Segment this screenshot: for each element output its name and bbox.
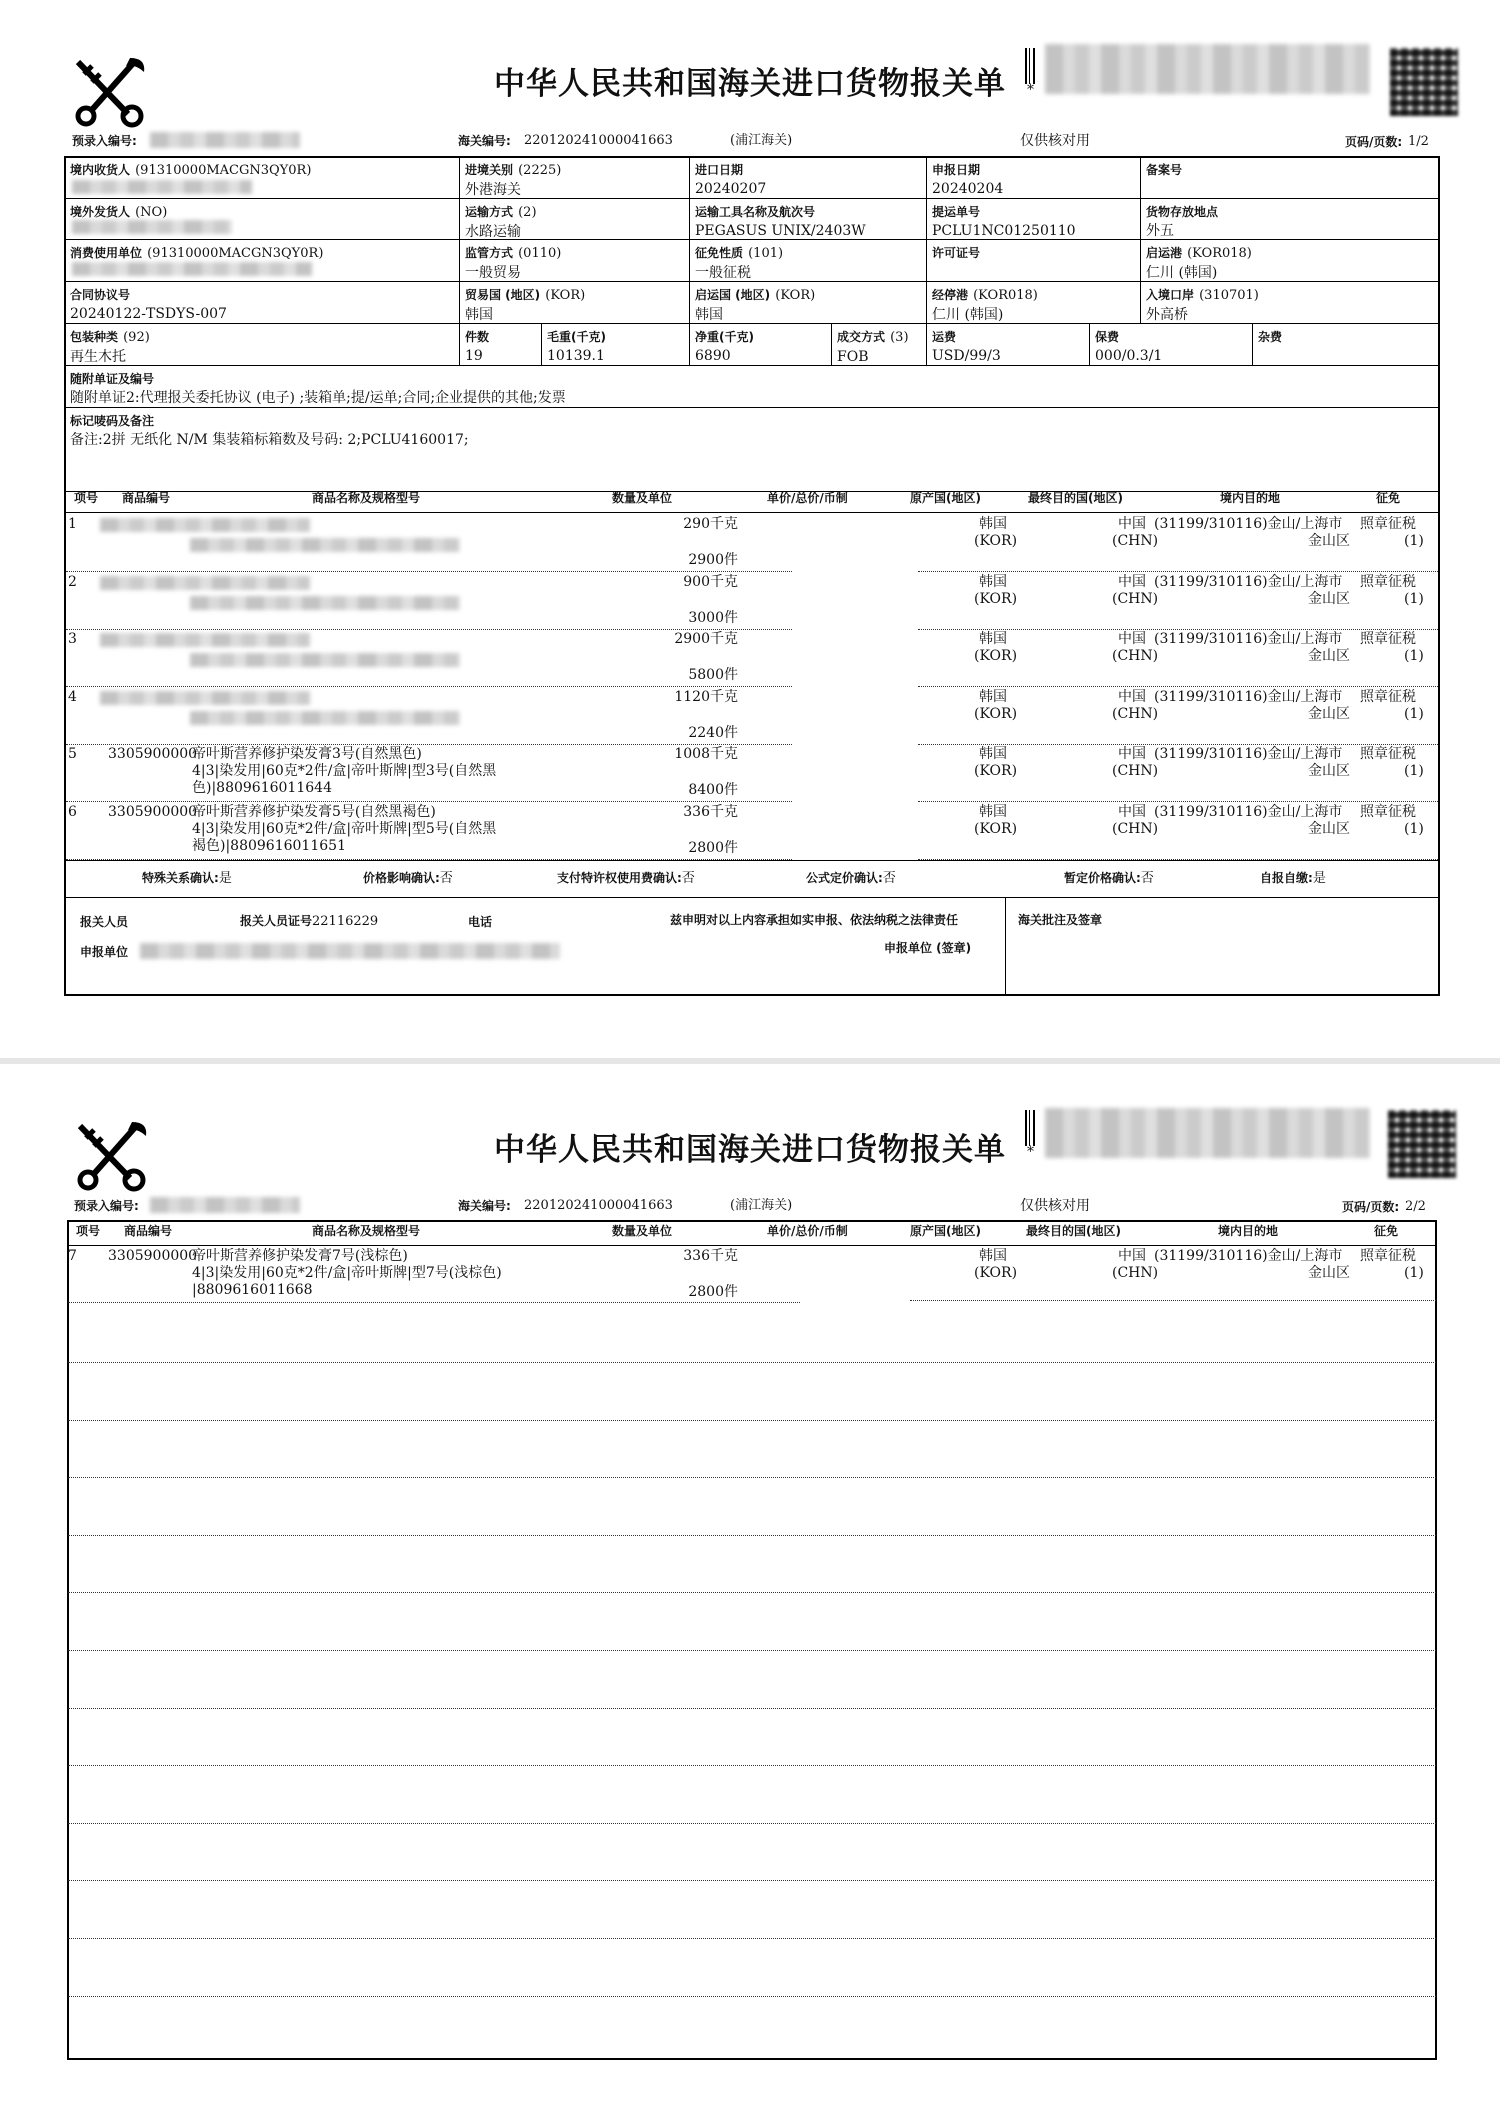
item-origin-code: (KOR) — [974, 591, 1018, 607]
col-quantity: 数量及单位 — [612, 491, 673, 505]
col-goods-name: 商品名称及规格型号 — [312, 1224, 421, 1238]
redacted-consignee — [72, 180, 252, 194]
blank-row-line — [68, 1765, 1436, 1766]
blank-row-line — [68, 1477, 1436, 1478]
attached-docs-cell: 随附单证及编号 随附单证2:代理报关委托协议 (电子) ;装箱单;提/运单;合同;企业提供的其他;发票 — [65, 366, 1438, 408]
redacted-item-spec — [190, 596, 460, 610]
item-separator — [66, 629, 792, 630]
marks-cell: 标记唛码及备注 备注:2拼 无纸化 N/M 集装箱标箱数及号码: 2;PCLU4160017; — [65, 408, 1438, 492]
blank-row-line — [68, 1996, 1436, 1997]
item-spec: 4|3|染发用|60克*2件/盒|帝叶斯牌|型5号(自然黑 — [192, 821, 497, 837]
blank-row-line — [68, 1823, 1436, 1824]
vessel-cell: 运输工具名称及航次号 PEGASUS UNIX/2403W — [690, 199, 927, 240]
declarant-cert: 报关人员证号22116229 — [240, 914, 379, 929]
page-label: 页码/页数: — [1345, 135, 1403, 149]
declaration-page-2 — [0, 1064, 1500, 2104]
item-separator — [66, 744, 792, 745]
item-qty-weight: 900千克 — [683, 574, 738, 590]
col-goods-name: 商品名称及规格型号 — [312, 491, 421, 505]
col-unit-price: 单价/总价/币制 — [767, 1224, 848, 1238]
license-cell: 许可证号 — [927, 240, 1141, 282]
item-domestic: (31199/310116)金山/上海市 — [1154, 631, 1343, 647]
item-separator — [918, 744, 1438, 745]
item-dest-code: (CHN) — [1112, 1265, 1159, 1281]
item-no: 5 — [68, 746, 77, 762]
form-title: 中华人民共和国海关进口货物报关单 — [494, 1132, 1006, 1168]
item-dest-code: (CHN) — [1112, 591, 1159, 607]
item-domestic-district: 金山区 — [1308, 648, 1350, 664]
item-origin: 韩国 — [979, 516, 1007, 532]
item-qty-count: 2800件 — [688, 1284, 738, 1300]
redacted-barcode — [1045, 44, 1370, 94]
item-separator — [918, 686, 1438, 687]
item-no: 7 — [68, 1248, 77, 1264]
redacted-preentry-no — [150, 132, 300, 148]
item-levy-code: (1) — [1404, 821, 1424, 837]
item-no: 4 — [68, 689, 77, 705]
consumer-cell: 消费使用单位 (91310000MACGN3QY0R) — [65, 240, 460, 282]
item-separator — [918, 629, 1438, 630]
item-domestic-district: 金山区 — [1308, 1265, 1350, 1281]
customs-sign-label: 海关批注及签章 — [1018, 913, 1103, 927]
transport-mode-cell: 运输方式 (2) 水路运输 — [460, 199, 690, 240]
item-name: 帝叶斯营养修护染发膏7号(浅棕色) — [192, 1248, 408, 1264]
item-dest: 中国 — [1118, 516, 1146, 532]
item-levy-code: (1) — [1404, 763, 1424, 779]
price-impact: 价格影响确认:否 — [363, 871, 453, 886]
item-code: 3305900000 — [108, 1248, 198, 1264]
freight-cell: 运费 USD/99/3 — [927, 324, 1090, 366]
item-origin: 韩国 — [979, 574, 1007, 590]
redacted-item-spec — [190, 653, 460, 667]
item-dest-code: (CHN) — [1112, 648, 1159, 664]
item-origin: 韩国 — [979, 1248, 1007, 1264]
phone-label: 电话 — [468, 915, 493, 929]
consignor-cell: 境外发货人 (NO) — [65, 199, 460, 240]
item-domestic-district: 金山区 — [1308, 533, 1350, 549]
barcode — [1025, 1110, 1035, 1146]
redacted-consumer — [72, 262, 312, 276]
item-code: 3305900000 — [108, 746, 198, 762]
item-qty-count: 2800件 — [688, 840, 738, 856]
form-title: 中华人民共和国海关进口货物报关单 — [494, 66, 1006, 102]
item-spec-cont: 褐色)|8809616011651 — [192, 838, 346, 854]
item-spec: 4|3|染发用|60克*2件/盒|帝叶斯牌|型3号(自然黑 — [192, 763, 497, 779]
item-levy-code: (1) — [1404, 591, 1424, 607]
item-no: 6 — [68, 804, 77, 820]
declare-date-cell: 申报日期 20240204 — [927, 157, 1141, 199]
royalty-confirm: 支付特许权使用费确认:否 — [557, 871, 695, 886]
item-header-line — [65, 512, 1438, 513]
item-origin: 韩国 — [979, 804, 1007, 820]
blank-row-line — [68, 1535, 1436, 1536]
item-qty-weight: 1120千克 — [674, 689, 738, 705]
item-domestic: (31199/310116)金山/上海市 — [1154, 689, 1343, 705]
item-separator — [66, 801, 792, 802]
item-domestic: (31199/310116)金山/上海市 — [1154, 516, 1343, 532]
item-levy-code: (1) — [1404, 706, 1424, 722]
confirm-top-line — [65, 860, 1438, 861]
item-qty-count: 3000件 — [688, 610, 738, 626]
trade-country-cell: 贸易国 (地区) (KOR) 韩国 — [460, 282, 690, 324]
barcode-star: * — [1027, 82, 1034, 98]
barcode — [1025, 48, 1035, 84]
item-levy: 照章征税 — [1360, 516, 1416, 532]
item-domestic: (31199/310116)金山/上海市 — [1154, 804, 1343, 820]
item-separator — [910, 1300, 1436, 1301]
blank-row-line — [68, 1592, 1436, 1593]
special-relation: 特殊关系确认:是 — [142, 871, 232, 886]
item-origin-code: (KOR) — [974, 648, 1018, 664]
item-separator — [918, 571, 1438, 572]
item-levy-code: (1) — [1404, 533, 1424, 549]
item-qty-count: 2240件 — [688, 725, 738, 741]
item-domestic-district: 金山区 — [1308, 706, 1350, 722]
customs-no-label: 海关编号: — [458, 134, 511, 148]
item-origin: 韩国 — [979, 689, 1007, 705]
entry-port-cell: 进境关别 (2225) 外港海关 — [460, 157, 690, 199]
item-domestic-district: 金山区 — [1308, 591, 1350, 607]
declaration-frame — [67, 1220, 1437, 2060]
customs-emblem-icon — [72, 1118, 152, 1192]
net-weight-cell: 净重(千克) 6890 — [690, 324, 832, 366]
col-goods-code: 商品编号 — [122, 491, 171, 505]
record-no-cell: 备案号 — [1141, 157, 1438, 199]
declarant-label: 报关人员 — [80, 915, 129, 929]
customs-no: 220120241000041663 — [524, 1198, 673, 1213]
departure-port-cell: 启运港 (KOR018) 仁川 (韩国) — [1141, 240, 1438, 282]
redacted-barcode — [1045, 1108, 1370, 1158]
redacted-item-name — [100, 518, 310, 532]
col-quantity: 数量及单位 — [612, 1224, 673, 1238]
redacted-item-spec — [190, 711, 460, 725]
blank-row-line — [68, 1362, 1436, 1363]
item-origin-code: (KOR) — [974, 821, 1018, 837]
item-dest: 中国 — [1118, 804, 1146, 820]
page-value: 2/2 — [1405, 1199, 1426, 1214]
item-header-line — [68, 1245, 1436, 1246]
deal-mode-cell: 成交方式 (3) FOB — [832, 324, 927, 366]
item-levy: 照章征税 — [1360, 1248, 1416, 1264]
col-destination: 最终目的国(地区) — [1028, 491, 1123, 505]
col-destination: 最终目的国(地区) — [1026, 1224, 1121, 1238]
item-domestic: (31199/310116)金山/上海市 — [1154, 574, 1343, 590]
verify-note: 仅供核对用 — [1020, 1198, 1090, 1214]
customs-office: (浦江海关) — [730, 133, 793, 148]
item-dest: 中国 — [1118, 746, 1146, 762]
item-dest-code: (CHN) — [1112, 706, 1159, 722]
consignee-cell: 境内收货人 (91310000MACGN3QY0R) — [65, 157, 460, 199]
item-separator — [66, 571, 792, 572]
redacted-declare-unit — [140, 943, 560, 959]
preentry-label: 预录入编号: — [72, 134, 137, 148]
item-domestic: (31199/310116)金山/上海市 — [1154, 1248, 1343, 1264]
supervision-cell: 监管方式 (0110) 一般贸易 — [460, 240, 690, 282]
item-dest-code: (CHN) — [1112, 821, 1159, 837]
item-no: 1 — [68, 516, 77, 532]
redacted-item-name — [100, 633, 310, 647]
formula-confirm: 公式定价确认:否 — [806, 871, 896, 886]
item-origin: 韩国 — [979, 631, 1007, 647]
item-spec: 4|3|染发用|60克*2件/盒|帝叶斯牌|型7号(浅棕色) — [192, 1265, 502, 1281]
blank-row-line — [68, 1420, 1436, 1421]
footer-divider — [1005, 898, 1006, 994]
item-dest: 中国 — [1118, 574, 1146, 590]
gross-weight-cell: 毛重(千克) 10139.1 — [542, 324, 690, 366]
misc-fee-cell: 杂费 — [1253, 324, 1438, 366]
item-no: 2 — [68, 574, 77, 590]
item-name: 帝叶斯营养修护染发膏5号(自然黑褐色) — [192, 804, 436, 820]
item-name: 帝叶斯营养修护染发膏3号(自然黑色) — [192, 746, 422, 762]
origin-country-cell: 启运国 (地区) (KOR) 韩国 — [690, 282, 927, 324]
col-origin: 原产国(地区) — [910, 1224, 981, 1238]
item-levy: 照章征税 — [1360, 574, 1416, 590]
customs-no-label: 海关编号: — [458, 1199, 511, 1213]
item-qty-count: 8400件 — [688, 782, 738, 798]
self-pay-confirm: 自报自缴:是 — [1260, 871, 1326, 886]
col-domestic-dest: 境内目的地 — [1220, 491, 1281, 505]
blank-row-line — [68, 1650, 1436, 1651]
blank-row-line — [68, 1708, 1436, 1709]
item-domestic-district: 金山区 — [1308, 821, 1350, 837]
col-item-no: 项号 — [76, 1224, 101, 1238]
item-origin-code: (KOR) — [974, 533, 1018, 549]
redacted-item-name — [100, 691, 310, 705]
blank-row-line — [68, 1880, 1436, 1881]
item-dest-code: (CHN) — [1112, 533, 1159, 549]
item-levy: 照章征税 — [1360, 746, 1416, 762]
contract-cell: 合同协议号 20240122-TSDYS-007 — [65, 282, 460, 324]
item-qty-count: 2900件 — [688, 552, 738, 568]
page-label: 页码/页数: — [1342, 1200, 1400, 1214]
item-dest: 中国 — [1118, 689, 1146, 705]
col-unit-price: 单价/总价/币制 — [767, 491, 848, 505]
item-code: 3305900000 — [108, 804, 198, 820]
item-dest: 中国 — [1118, 1248, 1146, 1264]
declare-unit-sign-label: 申报单位 (签章) — [884, 941, 972, 955]
transit-port-cell: 经停港 (KOR018) 仁川 (韩国) — [927, 282, 1141, 324]
item-qty-weight: 336千克 — [683, 1248, 738, 1264]
customs-office: (浦江海关) — [730, 1198, 793, 1213]
item-separator — [68, 1302, 800, 1303]
item-levy-code: (1) — [1404, 1265, 1424, 1281]
page-value: 1/2 — [1408, 134, 1429, 149]
col-origin: 原产国(地区) — [910, 491, 981, 505]
verify-note: 仅供核对用 — [1020, 133, 1090, 149]
storage-cell: 货物存放地点 外五 — [1141, 199, 1438, 240]
item-spec-cont: |8809616011668 — [192, 1282, 313, 1298]
item-levy: 照章征税 — [1360, 804, 1416, 820]
qr-code — [1390, 48, 1458, 116]
col-item-no: 项号 — [74, 491, 99, 505]
item-qty-weight: 336千克 — [683, 804, 738, 820]
redacted-item-name — [100, 576, 310, 590]
provisional-confirm: 暂定价格确认:否 — [1064, 871, 1154, 886]
col-levy: 征免 — [1374, 1224, 1399, 1238]
col-domestic-dest: 境内目的地 — [1218, 1224, 1279, 1238]
item-levy-code: (1) — [1404, 648, 1424, 664]
item-qty-weight: 290千克 — [683, 516, 738, 532]
tax-nature-cell: 征免性质 (101) 一般征税 — [690, 240, 927, 282]
import-date-cell: 进口日期 20240207 — [690, 157, 927, 199]
item-levy: 照章征税 — [1360, 689, 1416, 705]
item-dest: 中国 — [1118, 631, 1146, 647]
item-origin-code: (KOR) — [974, 1265, 1018, 1281]
item-domestic-district: 金山区 — [1308, 763, 1350, 779]
item-qty-weight: 1008千克 — [674, 746, 738, 762]
legal-statement: 兹申明对以上内容承担如实申报、依法纳税之法律责任 — [670, 913, 959, 927]
item-origin-code: (KOR) — [974, 763, 1018, 779]
blank-row-line — [68, 1938, 1436, 1939]
barcode-star: * — [1027, 1144, 1034, 1160]
insurance-cell: 保费 000/0.3/1 — [1090, 324, 1253, 366]
item-dest-code: (CHN) — [1112, 763, 1159, 779]
item-spec-cont: 色)|8809616011644 — [192, 780, 332, 796]
preentry-label: 预录入编号: — [74, 1199, 139, 1213]
redacted-preentry-no — [150, 1197, 300, 1213]
bill-no-cell: 提运单号 PCLU1NC01250110 — [927, 199, 1141, 240]
customs-emblem-icon — [70, 54, 150, 128]
package-type-cell: 包装种类 (92) 再生木托 — [65, 324, 460, 366]
redacted-consignor — [72, 220, 232, 234]
col-levy: 征免 — [1376, 491, 1401, 505]
entry-site-cell: 入境口岸 (310701) 外高桥 — [1141, 282, 1438, 324]
item-no: 3 — [68, 631, 77, 647]
confirm-bottom-line — [65, 897, 1438, 898]
item-levy: 照章征税 — [1360, 631, 1416, 647]
item-origin: 韩国 — [979, 746, 1007, 762]
declare-unit-label: 申报单位 — [80, 945, 129, 959]
pieces-cell: 件数 19 — [460, 324, 542, 366]
item-qty-count: 5800件 — [688, 667, 738, 683]
qr-code — [1388, 1110, 1456, 1178]
item-separator — [66, 686, 792, 687]
item-qty-weight: 2900千克 — [674, 631, 738, 647]
col-goods-code: 商品编号 — [124, 1224, 173, 1238]
item-domestic: (31199/310116)金山/上海市 — [1154, 746, 1343, 762]
item-origin-code: (KOR) — [974, 706, 1018, 722]
customs-no: 220120241000041663 — [524, 133, 673, 148]
item-separator — [918, 801, 1438, 802]
redacted-item-spec — [190, 538, 460, 552]
